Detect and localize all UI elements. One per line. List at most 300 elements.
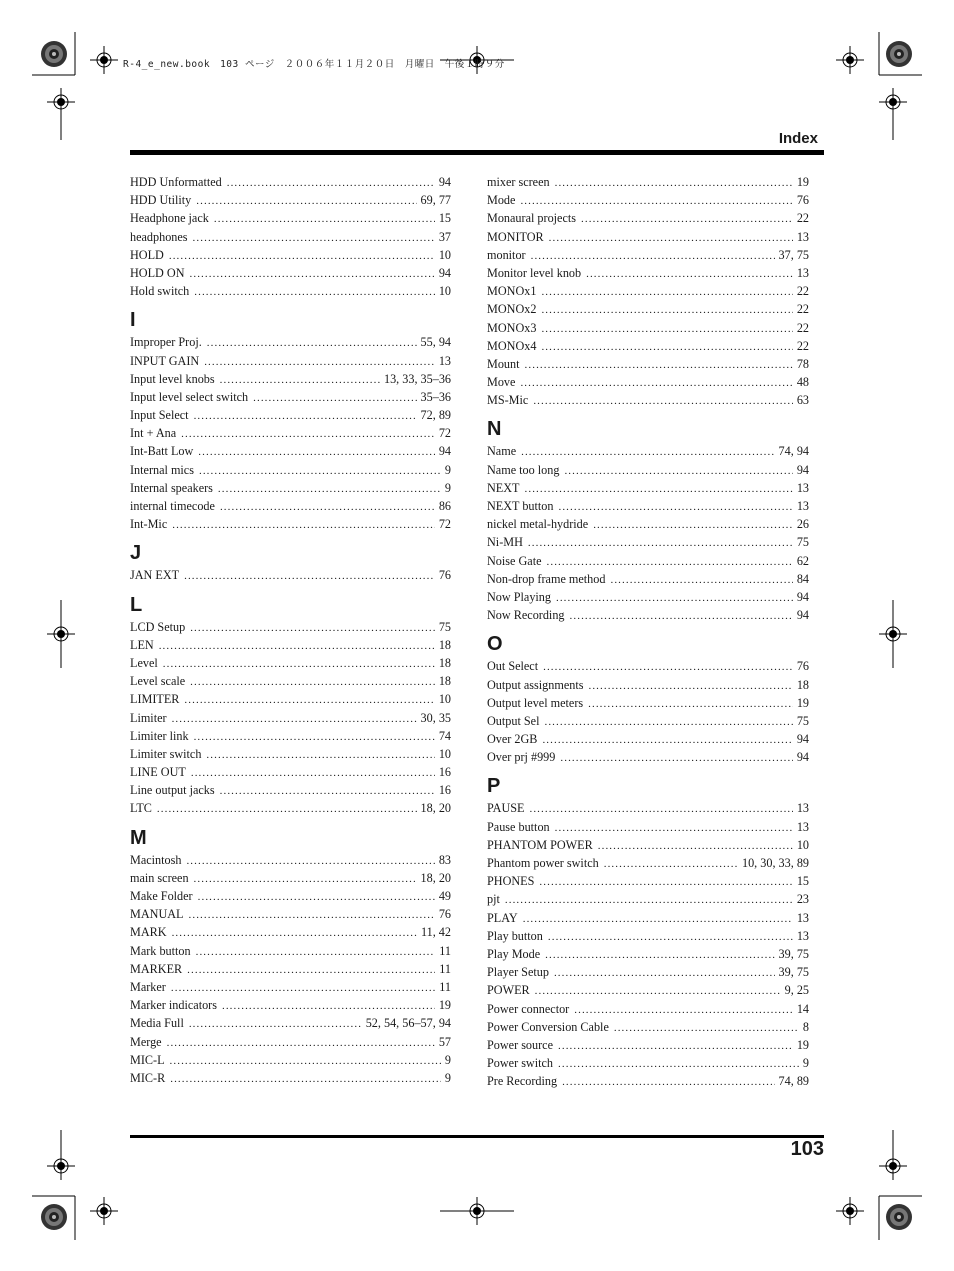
- index-term: Internal mics: [130, 462, 194, 477]
- index-term: PHANTOM POWER: [487, 837, 593, 852]
- index-entry: [130, 517, 451, 535]
- index-entry: [130, 390, 451, 408]
- page-references: 10: [438, 692, 451, 707]
- index-entry: [487, 284, 809, 302]
- registration-mark-icon: [879, 1152, 907, 1180]
- page-references: 11, 42: [420, 925, 451, 940]
- page-references: 9: [802, 1056, 809, 1071]
- index-entry: [487, 444, 809, 462]
- index-entry: [130, 871, 451, 889]
- dot-leader: [535, 985, 781, 997]
- page-references: 19: [796, 1037, 809, 1052]
- index-term: Mount: [487, 356, 520, 371]
- index-entry: [130, 248, 451, 266]
- index-entry: [487, 248, 809, 266]
- index-entry: [130, 408, 451, 426]
- index-term: Power source: [487, 1037, 553, 1052]
- index-entry: [487, 321, 809, 339]
- index-entry: [487, 1020, 809, 1038]
- page-references: 52, 54, 56–57, 94: [365, 1016, 451, 1031]
- index-term: Line output jacks: [130, 783, 215, 798]
- index-entry: [130, 444, 451, 462]
- dot-leader: [529, 803, 792, 815]
- index-term: Make Folder: [130, 889, 193, 903]
- page-references: 18: [438, 637, 451, 652]
- index-term: Marker: [130, 979, 166, 994]
- index-entry: [487, 393, 809, 411]
- page-references: 69, 77: [420, 193, 451, 208]
- index-entry: [487, 911, 809, 929]
- dot-leader: [222, 1000, 435, 1012]
- page-references: 62: [796, 553, 809, 568]
- dot-leader: [604, 858, 738, 870]
- dot-leader: [218, 483, 441, 495]
- page-references: 8: [802, 1019, 809, 1034]
- index-entry: [487, 339, 809, 357]
- registration-target-icon: [41, 1204, 67, 1230]
- page-references: 76: [796, 659, 809, 674]
- index-term: Hold switch: [130, 284, 190, 299]
- dot-leader: [167, 1037, 435, 1049]
- index-term: Name too long: [487, 462, 560, 477]
- dot-leader: [189, 1018, 362, 1030]
- index-term: MIC-R: [130, 1070, 166, 1085]
- dot-leader: [206, 749, 434, 761]
- index-entry: [130, 853, 451, 871]
- dot-leader: [520, 377, 792, 389]
- dot-leader: [574, 1004, 793, 1016]
- dot-leader: [593, 519, 793, 531]
- index-term: main screen: [130, 870, 189, 885]
- registration-mark-icon: [47, 1152, 75, 1180]
- index-entry: [487, 965, 809, 983]
- section-letter: J: [130, 542, 142, 565]
- dot-leader: [598, 840, 793, 852]
- index-entry: [487, 1038, 809, 1056]
- index-term: MONOx3: [487, 320, 537, 335]
- page-references: 22: [796, 320, 809, 335]
- dot-leader: [610, 574, 792, 586]
- index-term: Pause button: [487, 819, 550, 834]
- index-entry: [487, 357, 809, 375]
- page-references: 13: [796, 265, 809, 280]
- page-references: 94: [438, 175, 451, 189]
- index-entry: [130, 211, 451, 229]
- index-term: Input level knobs: [130, 371, 215, 386]
- dot-leader: [184, 570, 435, 582]
- page-references: 26: [796, 517, 809, 532]
- index-term: nickel metal-hydride: [487, 517, 589, 532]
- index-term: Level scale: [130, 674, 186, 689]
- index-entry: [130, 175, 451, 193]
- dot-leader: [564, 465, 792, 477]
- dot-leader: [558, 1058, 799, 1070]
- index-term: NEXT button: [487, 499, 554, 513]
- index-entry: [487, 572, 809, 590]
- index-term: monitor: [487, 247, 526, 262]
- index-entry: [487, 892, 809, 910]
- dot-leader: [220, 501, 435, 513]
- page-references: 74: [438, 728, 451, 743]
- dot-leader: [181, 428, 435, 440]
- page-references: 13: [796, 229, 809, 244]
- index-entry: [487, 175, 809, 193]
- dot-leader: [214, 213, 435, 225]
- index-entry: [130, 765, 451, 783]
- dot-leader: [171, 982, 435, 994]
- index-term: headphones: [130, 229, 188, 244]
- dot-leader: [614, 1022, 799, 1034]
- dot-leader: [543, 661, 793, 673]
- index-term: Marker indicators: [130, 998, 217, 1013]
- page-references: 23: [796, 892, 809, 907]
- index-term: Input Select: [130, 408, 189, 423]
- index-term: MONITOR: [487, 229, 544, 244]
- dot-leader: [541, 304, 792, 316]
- index-term: INPUT GAIN: [130, 353, 200, 368]
- index-entry: [130, 620, 451, 638]
- dot-leader: [588, 680, 792, 692]
- section-letter: N: [487, 418, 502, 441]
- section-letter: L: [130, 593, 143, 616]
- registration-target-icon: [886, 41, 912, 67]
- dot-leader: [555, 177, 793, 189]
- index-entry: [130, 747, 451, 765]
- dot-leader: [157, 803, 417, 815]
- page-references: 48: [796, 375, 809, 390]
- index-term: Noise Gate: [487, 553, 542, 568]
- page-references: 84: [796, 571, 809, 586]
- page-references: 39, 75: [778, 965, 809, 980]
- page-references: 35–36: [420, 389, 451, 404]
- page-references: 13: [438, 353, 451, 368]
- page-references: 75: [438, 619, 451, 634]
- dot-leader: [187, 964, 435, 976]
- index-term: Output level meters: [487, 695, 584, 710]
- dot-leader: [558, 501, 792, 513]
- index-entry: [130, 944, 451, 962]
- dot-leader: [196, 946, 436, 958]
- page-references: 94: [796, 750, 809, 765]
- section-letter: M: [130, 826, 147, 849]
- index-entry: [487, 499, 809, 517]
- dot-leader: [586, 268, 793, 280]
- index-entry: [487, 750, 809, 768]
- index-entry: [130, 925, 451, 943]
- dot-leader: [190, 676, 435, 688]
- index-term: MS-Mic: [487, 393, 529, 408]
- section-letter: P: [487, 775, 501, 798]
- registration-mark-icon: [836, 1197, 864, 1225]
- index-column-right: [487, 175, 809, 1092]
- index-entry: [130, 711, 451, 729]
- page-references: 94: [438, 444, 451, 459]
- index-entry: [487, 856, 809, 874]
- dot-leader: [560, 752, 792, 764]
- dot-leader: [220, 785, 435, 797]
- page-references: 10: [438, 746, 451, 761]
- dot-leader: [548, 931, 793, 943]
- index-term: LEN: [130, 637, 154, 652]
- index-entry: [130, 783, 451, 801]
- index-term: Macintosh: [130, 852, 182, 867]
- page-references: 94: [796, 732, 809, 747]
- page-references: 18, 20: [420, 870, 451, 885]
- dot-leader: [533, 395, 793, 407]
- registration-mark-icon: [836, 46, 864, 74]
- index-term: HDD Utility: [130, 193, 192, 208]
- dot-leader: [199, 465, 441, 477]
- header-rule: [130, 150, 824, 155]
- index-term: MARKER: [130, 961, 183, 976]
- index-entry: [130, 674, 451, 692]
- dot-leader: [554, 967, 775, 979]
- index-entry: [130, 907, 451, 925]
- page-references: 10: [438, 247, 451, 262]
- dot-leader: [525, 483, 793, 495]
- index-term: Ni-MH: [487, 535, 523, 550]
- index-entry: [130, 193, 451, 211]
- index-term: Monaural projects: [487, 211, 577, 226]
- index-term: MARK: [130, 925, 167, 940]
- page-references: 13: [796, 910, 809, 925]
- section-letter: I: [130, 309, 136, 332]
- dot-leader: [520, 195, 792, 207]
- page-references: 10: [796, 837, 809, 852]
- index-entry: [487, 608, 809, 626]
- dot-leader: [186, 855, 434, 867]
- index-term: Over 2GB: [487, 732, 538, 747]
- dot-leader: [193, 232, 435, 244]
- dot-leader: [190, 268, 435, 280]
- index-entry: [487, 874, 809, 892]
- page-references: 15: [438, 211, 451, 226]
- index-entry: [487, 732, 809, 750]
- index-term: LINE OUT: [130, 765, 186, 780]
- dot-leader: [541, 341, 792, 353]
- index-term: Pre Recording: [487, 1074, 558, 1089]
- index-entry: [487, 947, 809, 965]
- index-term: HDD Unformatted: [130, 175, 222, 189]
- index-entry: [487, 554, 809, 572]
- dot-leader: [198, 891, 435, 903]
- dot-leader: [525, 359, 793, 371]
- dot-leader: [172, 519, 435, 531]
- running-header-title: Index: [778, 130, 818, 147]
- index-entry: [130, 266, 451, 284]
- index-term: HOLD ON: [130, 265, 185, 280]
- page-references: 39, 75: [778, 946, 809, 961]
- dot-leader: [194, 286, 435, 298]
- index-term: LCD Setup: [130, 619, 186, 634]
- index-term: HOLD: [130, 247, 164, 262]
- index-term: JAN EXT: [130, 568, 180, 583]
- index-term: Int-Mic: [130, 517, 168, 532]
- dot-leader: [189, 909, 435, 921]
- dot-leader: [184, 694, 434, 706]
- dot-leader: [172, 927, 417, 939]
- page-references: 11: [439, 943, 451, 958]
- index-entry: [130, 372, 451, 390]
- index-entry: [130, 1053, 451, 1071]
- page-references: 75: [796, 713, 809, 728]
- index-term: MANUAL: [130, 907, 184, 922]
- page-references: 30, 35: [420, 710, 451, 725]
- index-term: MIC-L: [130, 1052, 165, 1067]
- page-references: 18: [796, 677, 809, 692]
- page-references: 18: [438, 674, 451, 689]
- index-term: Out Select: [487, 659, 539, 674]
- index-entry: [130, 481, 451, 499]
- index-term: LTC: [130, 801, 152, 816]
- dot-leader: [170, 1073, 441, 1085]
- index-entry: [487, 590, 809, 608]
- page-references: 19: [796, 695, 809, 710]
- index-term: Limiter: [130, 710, 167, 725]
- index-entry: [487, 696, 809, 714]
- index-entry: [130, 692, 451, 710]
- index-entry: [487, 535, 809, 553]
- index-term: Improper Proj.: [130, 335, 202, 350]
- page-references: 9: [444, 1052, 451, 1067]
- dot-leader: [570, 610, 793, 622]
- page-references: 94: [796, 608, 809, 623]
- index-entry: [487, 983, 809, 1001]
- page-references: 78: [796, 356, 809, 371]
- index-entry: [487, 302, 809, 320]
- dot-leader: [172, 713, 417, 725]
- index-entry: [487, 193, 809, 211]
- dot-leader: [539, 876, 792, 888]
- index-entry: [130, 1071, 451, 1089]
- dot-leader: [545, 949, 774, 961]
- dot-leader: [523, 913, 793, 925]
- dot-leader: [541, 286, 792, 298]
- page-references: 11: [439, 961, 451, 976]
- index-term: Non-drop frame method: [487, 571, 606, 586]
- index-term: POWER: [487, 983, 530, 998]
- page-references: 74, 94: [778, 444, 809, 459]
- index-term: NEXT: [487, 480, 520, 495]
- registration-mark-icon: [90, 1197, 118, 1225]
- index-term: Limiter link: [130, 728, 189, 743]
- index-term: Headphone jack: [130, 211, 209, 226]
- dot-leader: [555, 822, 793, 834]
- index-entry: [487, 838, 809, 856]
- page-references: 63: [796, 393, 809, 408]
- dot-leader: [194, 873, 417, 885]
- section-letter: O: [487, 633, 503, 656]
- index-term: Player Setup: [487, 965, 549, 980]
- page-references: 15: [796, 874, 809, 889]
- index-entry: [487, 1002, 809, 1020]
- registration-target-icon: [41, 41, 67, 67]
- dot-leader: [204, 356, 435, 368]
- index-entry: [487, 714, 809, 732]
- index-term: Power switch: [487, 1056, 554, 1071]
- index-entry: [487, 1074, 809, 1092]
- index-term: internal timecode: [130, 499, 215, 513]
- dot-leader: [170, 1055, 441, 1067]
- page-references: 22: [796, 302, 809, 317]
- dot-leader: [505, 894, 793, 906]
- dot-leader: [541, 323, 792, 335]
- page-references: 22: [796, 284, 809, 299]
- index-entry: [487, 659, 809, 677]
- index-term: Mode: [487, 193, 516, 208]
- index-entry: [130, 335, 451, 353]
- print-slug: R-4_e_new.book 103 ページ ２００６年１１月２０日 月曜日 午後１時９分: [123, 59, 505, 70]
- index-term: Power connector: [487, 1001, 570, 1016]
- index-term: Now Playing: [487, 589, 551, 604]
- index-term: PHONES: [487, 874, 535, 889]
- index-entry: [130, 426, 451, 444]
- index-term: Over prj #999: [487, 750, 556, 765]
- page-references: 49: [438, 889, 451, 903]
- dot-leader: [169, 250, 435, 262]
- page-references: 94: [438, 265, 451, 280]
- index-entry: [130, 230, 451, 248]
- index-entry: [130, 962, 451, 980]
- page-references: 16: [438, 783, 451, 798]
- dot-leader: [227, 177, 435, 189]
- index-term: Play Mode: [487, 946, 541, 961]
- index-term: LIMITER: [130, 692, 180, 707]
- index-entry: [487, 1056, 809, 1074]
- page-references: 72: [438, 426, 451, 441]
- page-references: 13: [796, 819, 809, 834]
- index-term: MONOx4: [487, 338, 537, 353]
- dot-leader: [159, 640, 435, 652]
- index-entry: [487, 266, 809, 284]
- index-term: Output assignments: [487, 677, 584, 692]
- index-term: Media Full: [130, 1016, 184, 1031]
- index-term: PLAY: [487, 910, 518, 925]
- page-references: 22: [796, 211, 809, 226]
- dot-leader: [191, 767, 435, 779]
- page-references: 9: [444, 1070, 451, 1085]
- index-entry: [487, 230, 809, 248]
- index-term: Name: [487, 444, 517, 459]
- index-entry: [130, 284, 451, 302]
- page-references: 9: [444, 480, 451, 495]
- dot-leader: [556, 592, 793, 604]
- index-entry: [487, 820, 809, 838]
- index-term: Merge: [130, 1034, 162, 1049]
- index-entry: [487, 678, 809, 696]
- index-entry: [130, 568, 451, 586]
- page-references: 72, 89: [420, 408, 451, 423]
- index-entry: [487, 211, 809, 229]
- page-references: 13, 33, 35–36: [383, 371, 451, 386]
- index-entry: [487, 517, 809, 535]
- index-entry: [130, 638, 451, 656]
- dot-leader: [521, 446, 774, 458]
- dot-leader: [220, 374, 380, 386]
- index-entry: [130, 1016, 451, 1034]
- index-term: mixer screen: [487, 175, 550, 189]
- index-term: Int + Ana: [130, 426, 177, 441]
- dot-leader: [581, 213, 793, 225]
- dot-leader: [163, 658, 435, 670]
- index-term: Now Recording: [487, 608, 565, 623]
- dot-leader: [562, 1076, 774, 1088]
- page-references: 10: [438, 284, 451, 299]
- index-entry: [130, 998, 451, 1016]
- dot-leader: [207, 337, 417, 349]
- page-references: 19: [438, 998, 451, 1013]
- index-entry: [130, 980, 451, 998]
